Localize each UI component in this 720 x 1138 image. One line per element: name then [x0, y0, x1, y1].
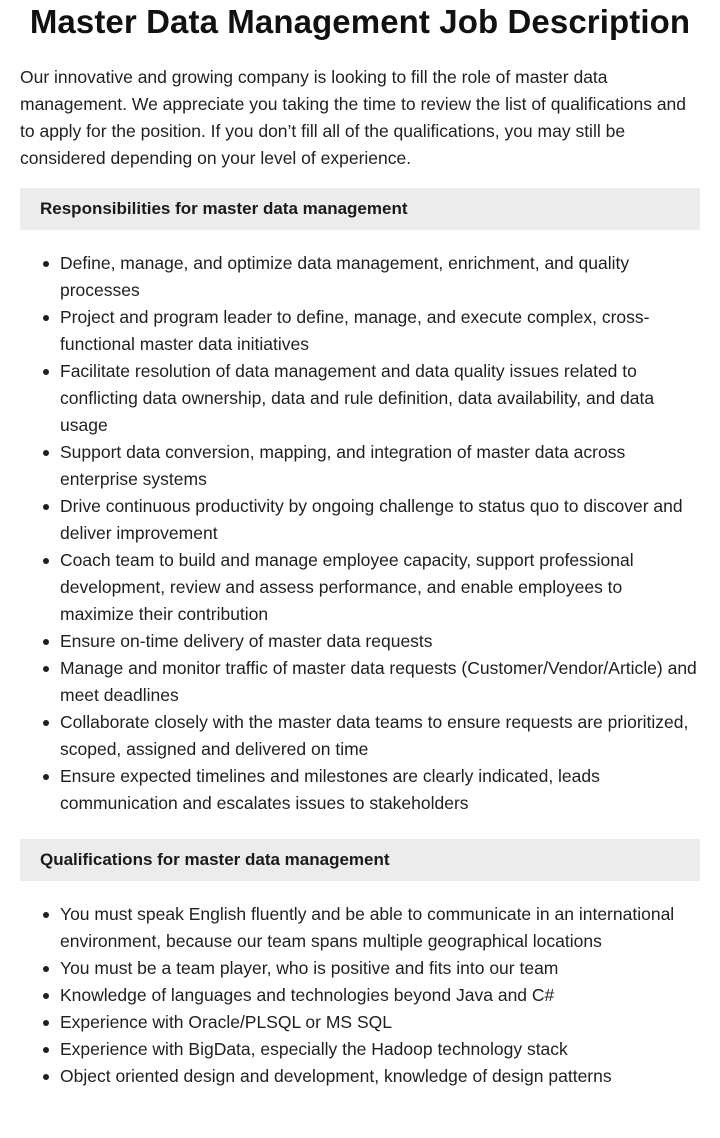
intro-paragraph: Our innovative and growing company is looking to fill the role of master data management. We appreciate you taking the time to review the list of qualifications and to apply for the position. If you don’t fill all of the qualifications, you may still be considered depending on your level of experience.: [20, 67, 687, 168]
page-title: Master Data Management Job Description: [29, 3, 691, 40]
list-item: Coach team to build and manage employee capacity, support professional development, review and assess performance, and enable employees to maximize their contribution: [60, 547, 700, 628]
qualifications-list: [20, 901, 700, 1090]
list-item: Support data conversion, mapping, and integration of master data across enterprise systems: [60, 439, 700, 493]
responsibilities-header: [20, 188, 700, 230]
list-item: You must speak English fluently and be able to communicate in an international environment, because our team spans multiple geographical locations: [60, 901, 700, 955]
list-item: Object oriented design and development, knowledge of design patterns: [60, 1063, 700, 1090]
list-item: Manage and monitor traffic of master data requests (Customer/Vendor/Article) and meet deadlines: [60, 655, 700, 709]
list-item: Knowledge of languages and technologies beyond Java and C#: [60, 982, 700, 1009]
list-item: Drive continuous productivity by ongoing challenge to status quo to discover and deliver improvement: [60, 493, 700, 547]
list-item: Project and program leader to define, manage, and execute complex, cross-functional master data initiatives: [60, 304, 700, 358]
list-item: Ensure on-time delivery of master data requests: [60, 628, 700, 655]
list-item: Facilitate resolution of data management and data quality issues related to conflicting data ownership, data and rule definition, data availability, and data usage: [60, 358, 700, 439]
qualifications-header: [20, 839, 700, 881]
responsibilities-heading: Responsibilities for master data management: [40, 199, 408, 218]
list-item: You must be a team player, who is positive and fits into our team: [60, 955, 700, 982]
list-item: Experience with BigData, especially the Hadoop technology stack: [60, 1036, 700, 1063]
qualifications-heading: Qualifications for master data management: [40, 850, 390, 869]
list-item: Define, manage, and optimize data management, enrichment, and quality processes: [60, 250, 700, 304]
list-item: Ensure expected timelines and milestones are clearly indicated, leads communication and escalates issues to stakeholders: [60, 763, 700, 817]
list-item: Collaborate closely with the master data teams to ensure requests are prioritized, scoped, assigned and delivered on time: [60, 709, 700, 763]
list-item: Experience with Oracle/PLSQL or MS SQL: [60, 1009, 700, 1036]
responsibilities-list: [20, 250, 700, 817]
